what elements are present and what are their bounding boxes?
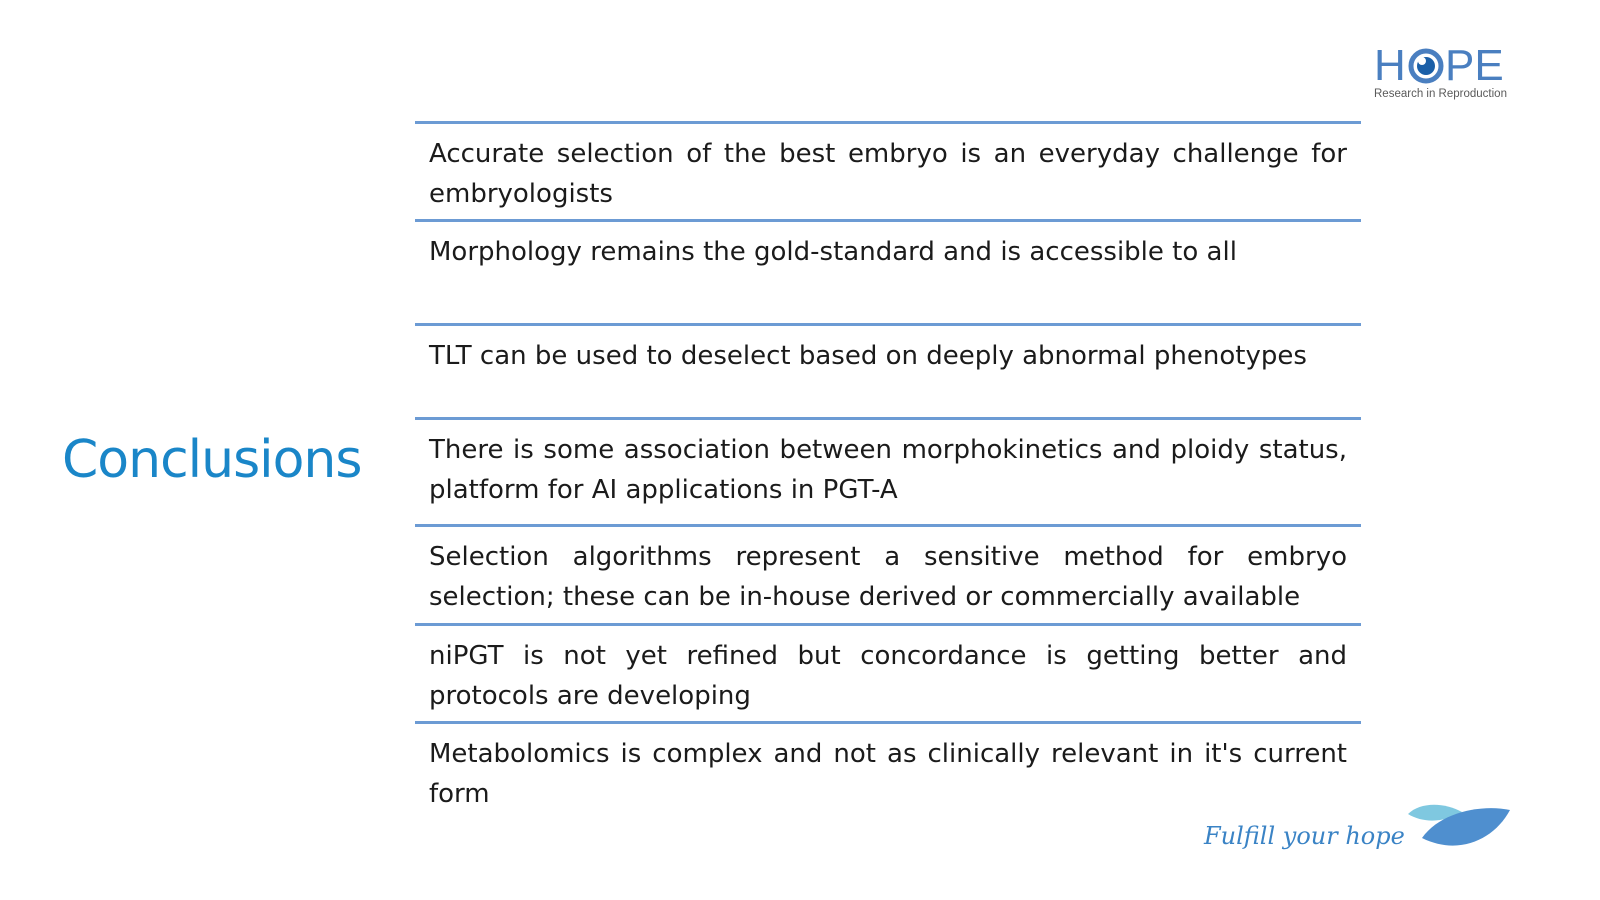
logo-subtitle: Research in Reproduction bbox=[1374, 88, 1507, 100]
conclusions-table bbox=[415, 121, 1361, 819]
conclusion-text: TLT can be used to deselect based on deeply abnormal phenotypes bbox=[429, 341, 1307, 371]
slide-title: Conclusions bbox=[62, 430, 362, 490]
conclusion-text: Selection algorithms represent a sensitive method for embryo selection; these can be in-house derived or commercially available bbox=[429, 542, 1347, 612]
hope-logo bbox=[1374, 41, 1534, 100]
conclusion-text: There is some association between morphokinetics and ploidy status, platform for AI applications in PGT-A bbox=[429, 435, 1347, 505]
conclusion-text: Accurate selection of the best embryo is an everyday challenge for embryologists bbox=[429, 139, 1347, 209]
conclusion-text: Metabolomics is complex and not as clinically relevant in it's current form bbox=[429, 739, 1347, 809]
logo-wordmark bbox=[1374, 41, 1534, 90]
conclusion-row bbox=[415, 417, 1361, 524]
conclusion-row bbox=[415, 219, 1361, 323]
conclusion-row bbox=[415, 323, 1361, 417]
footer-tagline: Fulfill your hope bbox=[1204, 822, 1405, 850]
leaf-icon bbox=[1406, 800, 1512, 860]
eye-icon bbox=[1408, 47, 1444, 85]
logo-letters-pe: PE bbox=[1445, 41, 1504, 90]
conclusion-text: niPGT is not yet refined but concordance is getting better and protocols are developing bbox=[429, 641, 1347, 711]
conclusion-row bbox=[415, 524, 1361, 623]
conclusion-text: Morphology remains the gold-standard and is accessible to all bbox=[429, 237, 1237, 267]
logo-letter-h: H bbox=[1374, 41, 1406, 90]
conclusion-row bbox=[415, 623, 1361, 721]
conclusion-row bbox=[415, 121, 1361, 219]
conclusion-row bbox=[415, 721, 1361, 819]
